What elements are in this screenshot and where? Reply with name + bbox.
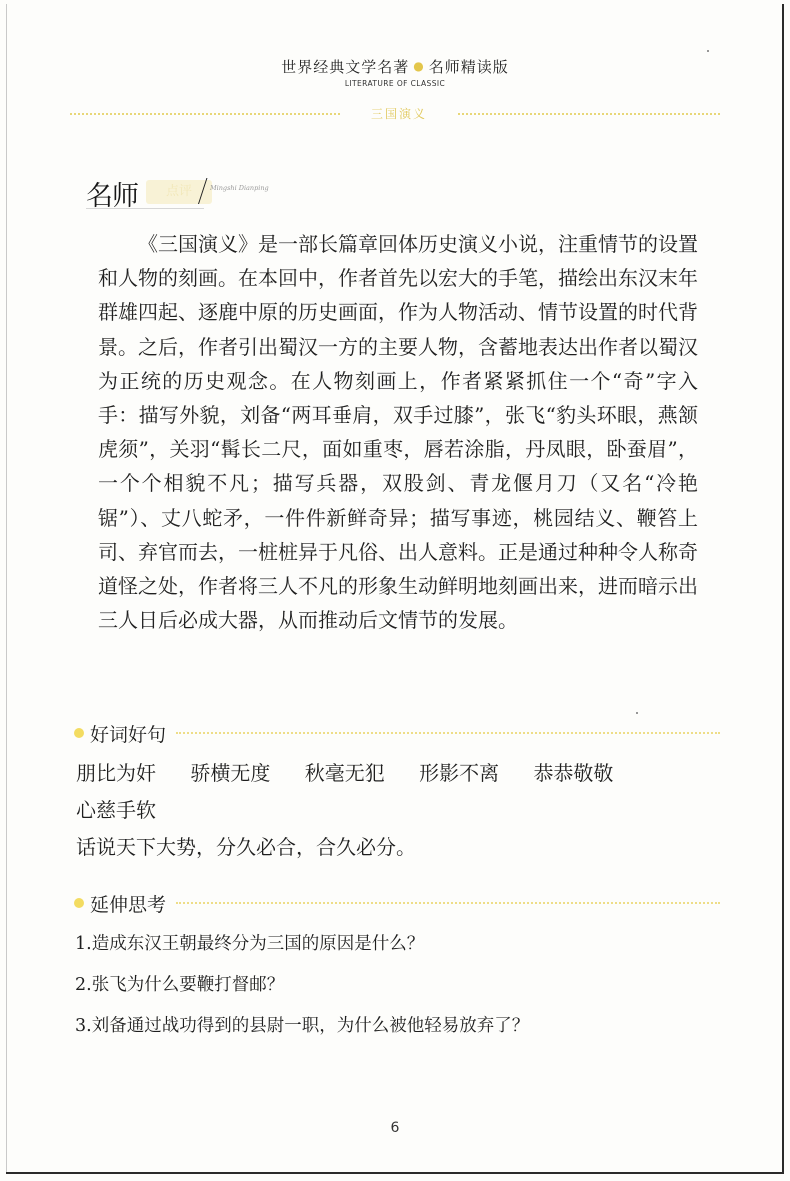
phrase-item: 心慈手软 bbox=[76, 798, 156, 822]
phrase-row bbox=[76, 755, 716, 792]
section-title: 名师 bbox=[86, 181, 138, 212]
section-underline bbox=[86, 208, 204, 209]
dotted-divider-left bbox=[70, 113, 340, 115]
print-speck bbox=[636, 712, 638, 714]
running-header bbox=[0, 56, 790, 88]
thinking-questions bbox=[75, 932, 715, 1055]
print-speck bbox=[707, 50, 709, 52]
commentary-text bbox=[98, 227, 698, 637]
section-title-ghost: 点评 bbox=[146, 180, 212, 204]
dotted-rule bbox=[176, 732, 720, 734]
phrase-item: 朋比为奸 bbox=[76, 761, 156, 785]
bullet-dot-icon bbox=[74, 728, 84, 738]
good-words-list bbox=[76, 755, 716, 866]
dotted-rule bbox=[176, 902, 720, 904]
bullet-dot-icon bbox=[74, 898, 84, 908]
question-item: 2.张飞为什么要鞭打督邮？ bbox=[75, 975, 285, 995]
page-number: 6 bbox=[390, 1120, 400, 1136]
phrase-item: 秋毫无犯 bbox=[304, 761, 385, 785]
phrase-item: 骄横无度 bbox=[190, 761, 271, 785]
good-sentence: 话说天下大势，分久必合，合久必分。 bbox=[76, 835, 416, 859]
series-subtitle: LITERATURE OF CLASSIC bbox=[344, 79, 446, 88]
thinking-label: 延伸思考 bbox=[90, 894, 167, 916]
series-dot-icon: ● bbox=[413, 59, 425, 73]
commentary-paragraph: 《三国演义》是一部长篇章回体历史演义小说，注重情节的设置和人物的刻画。在本回中，作者首先以宏大的手笔，描绘出东汉末年群雄四起、逐鹿中原的历史画面，作为人物活动、情节设置的时代背景。之后，作者引出蜀汉一方的主要人物，含蓄地表达出作者以蜀汉为正统的历史观念。在人物刻画上，作者紧紧抓住一个“奇”字入手：描写外貌，刘备“两耳垂肩，双手过膝”，张飞“豹头环眼，燕颔虎须”，关羽“髯长二尺，面如重枣，唇若涂脂，丹凤眼，卧蚕眉”，一个个相貌不凡；描写兵器，双股剑、青龙偃月刀（又名“冷艳锯”）、丈八蛇矛，一件件新鲜奇异；描写事迹，桃园结义、鞭笞上司、弃官而去，一桩桩异于凡俗、出人意料。正是通过种种令人称奇道怪之处，作者将三人不凡的形象生动鲜明地刻画出来，进而暗示出三人日后必成大器，从而推动后文情节的发展。 bbox=[98, 232, 698, 633]
question-item: 1.造成东汉王朝最终分为三国的原因是什么？ bbox=[75, 934, 425, 954]
series-edition: 名师精读版 bbox=[428, 58, 509, 76]
question-item: 3.刘备通过战功得到的县尉一职，为什么被他轻易放弃了？ bbox=[75, 1016, 530, 1036]
book-tag-band bbox=[70, 108, 720, 120]
series-title-line bbox=[0, 56, 790, 77]
section-title-pinyin: Mingshi Dianping bbox=[210, 184, 269, 192]
series-title: 世界经典文学名著 bbox=[281, 58, 410, 76]
dotted-divider-right bbox=[458, 113, 720, 115]
book-tag: 三国演义 bbox=[370, 107, 427, 121]
good-words-label: 好词好句 bbox=[90, 724, 167, 746]
phrase-row bbox=[76, 792, 716, 829]
thinking-heading bbox=[74, 890, 720, 916]
section-heading bbox=[86, 170, 336, 216]
phrase-item: 恭恭敬敬 bbox=[533, 761, 614, 785]
good-words-heading bbox=[74, 720, 720, 746]
phrase-item: 形影不离 bbox=[419, 761, 500, 785]
